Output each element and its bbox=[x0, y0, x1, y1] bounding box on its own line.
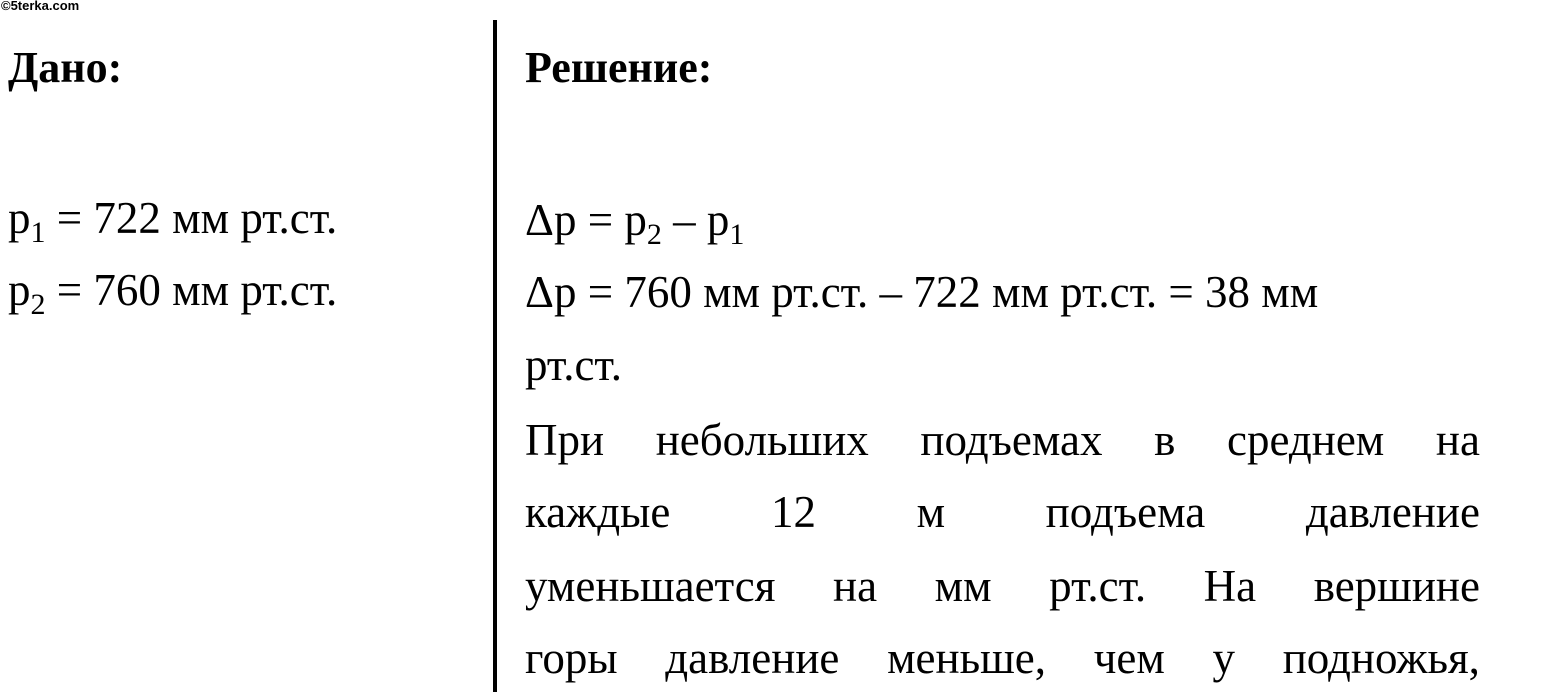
paragraph-line-2 bbox=[525, 487, 1480, 537]
solution-calculation-unit: рт.ст. bbox=[525, 340, 622, 390]
solution-formula bbox=[525, 195, 745, 251]
paragraph-word: среднем bbox=[1227, 415, 1385, 465]
paragraph-word: мм bbox=[934, 561, 992, 611]
solution-calculation: Δp = 760 мм рт.ст. – 722 мм рт.ст. = 38 мм bbox=[525, 267, 1319, 317]
solution-heading: Решение: bbox=[525, 43, 713, 92]
given-heading: Дано: bbox=[8, 43, 123, 92]
paragraph-word: вершине bbox=[1313, 561, 1480, 611]
given-p1-value: = 722 мм рт.ст. bbox=[45, 193, 338, 243]
given-p1-subscript: 1 bbox=[30, 216, 46, 249]
formula-subscript-1: 1 bbox=[729, 218, 745, 251]
paragraph-word: в bbox=[1154, 415, 1176, 465]
paragraph-word: уменьшается bbox=[525, 561, 776, 611]
paragraph-line-3 bbox=[525, 561, 1480, 611]
formula-subscript-2: 2 bbox=[646, 218, 662, 251]
paragraph-line-1 bbox=[525, 415, 1480, 465]
given-p2-symbol: p bbox=[8, 265, 31, 315]
paragraph-word: 12 bbox=[770, 487, 816, 537]
paragraph-word: горы bbox=[525, 633, 618, 683]
paragraph-word: давление bbox=[665, 633, 840, 683]
paragraph-word: чем bbox=[1093, 633, 1165, 683]
paragraph-word: На bbox=[1203, 561, 1257, 611]
paragraph-word: каждые bbox=[525, 487, 671, 537]
watermark: ©5terka.com bbox=[1, 0, 80, 13]
paragraph-word: у bbox=[1212, 633, 1236, 683]
given-line-p2 bbox=[8, 265, 338, 321]
formula-delta: Δp = p bbox=[525, 195, 647, 245]
paragraph-word: на bbox=[1435, 415, 1480, 465]
given-line-p1 bbox=[8, 193, 338, 249]
paragraph-word: на bbox=[833, 561, 878, 611]
paragraph-word: рт.ст. bbox=[1049, 561, 1147, 611]
given-p2-value: = 760 мм рт.ст. bbox=[45, 265, 338, 315]
paragraph-word: меньше, bbox=[887, 633, 1047, 683]
paragraph-word: подъема bbox=[1045, 487, 1206, 537]
paragraph-word: подножья, bbox=[1282, 633, 1480, 683]
paragraph-word: небольших bbox=[655, 415, 869, 465]
paragraph-word: давление bbox=[1305, 487, 1480, 537]
column-divider bbox=[493, 20, 497, 692]
paragraph-word: При bbox=[525, 415, 605, 465]
formula-minus: – p bbox=[661, 195, 730, 245]
given-p1-symbol: p bbox=[8, 193, 31, 243]
paragraph-word: м bbox=[916, 487, 946, 537]
paragraph-line-4 bbox=[525, 633, 1480, 683]
given-p2-subscript: 2 bbox=[30, 288, 46, 321]
paragraph-word: подъемах bbox=[920, 415, 1103, 465]
